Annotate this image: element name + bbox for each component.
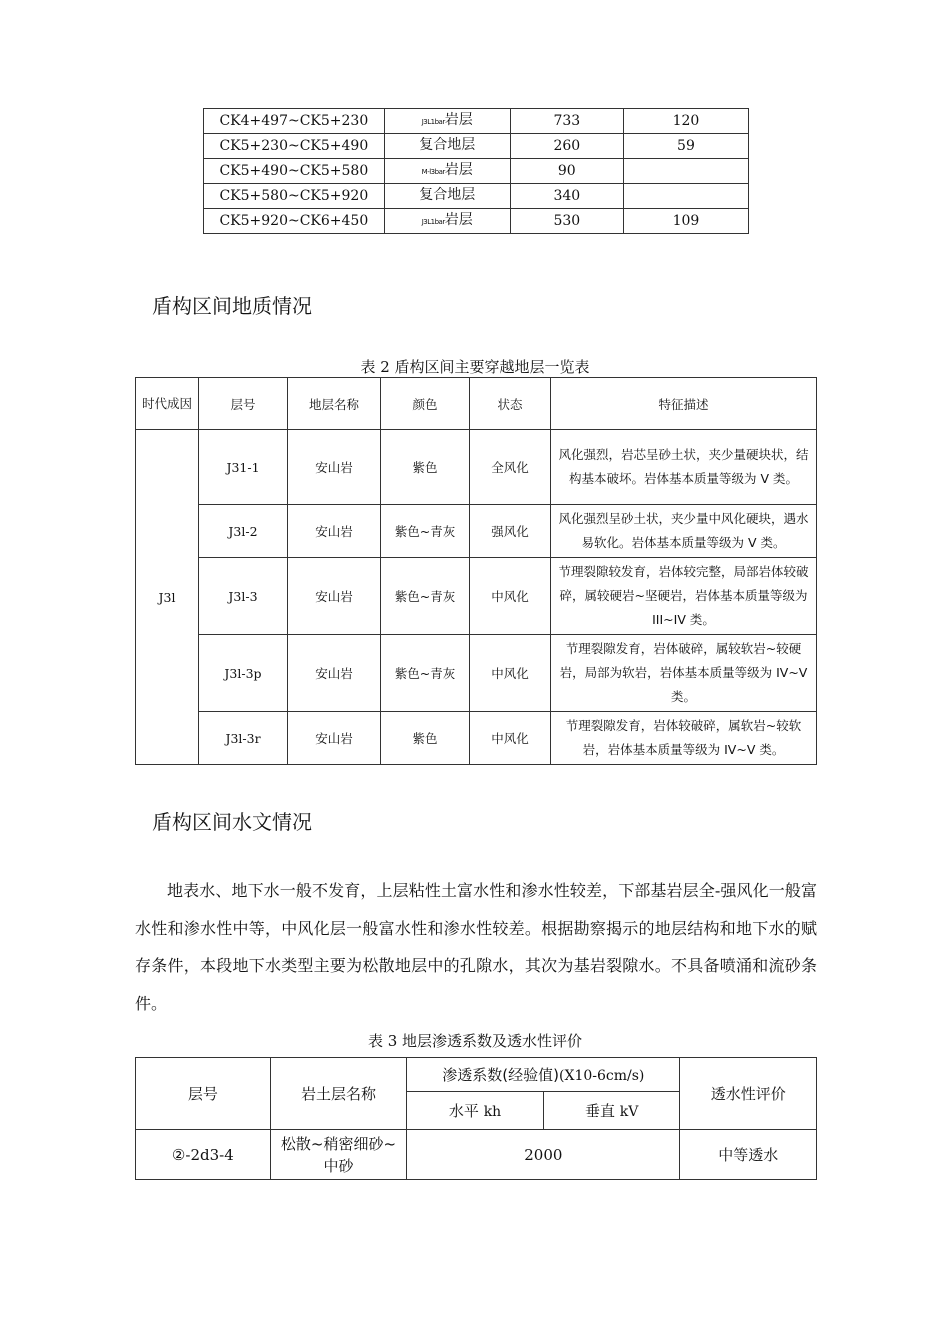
cell-color: 紫色~青灰: [381, 558, 470, 635]
cell-description: 风化强烈呈砂土状，夹少量中风化硬块，遇水易软化。岩体基本质量等级为 V 类。: [551, 505, 817, 558]
paragraph-text: 地表水、地下水一般不发育，上层粘性土富水性和渗水性较差，下部基岩层全-强风化一般富水性和渗水性中等，中风化层一般富水性和渗水性较差。根据勘察揭示的地层结构和地下水的赋存条件，本段地下水类型主要为松散地层中的孔隙水，其次为基岩裂隙水。不具备喷涌和流砂条件。: [135, 881, 817, 1013]
cell-description: 节理裂隙发育，岩体破碎，属较软岩~较硬岩，局部为软岩，岩体基本质量等级为 IV~V 类。: [551, 635, 817, 712]
layer-prefix: J3L1bar: [421, 217, 445, 226]
header-permeability-label: 渗透系数(经验值): [442, 1066, 560, 1084]
permeability-table: [135, 1057, 817, 1180]
cell-layer-code: J3l-2: [199, 505, 288, 558]
horizontal-label: 水平: [448, 1102, 479, 1120]
horizontal-symbol: kh: [483, 1104, 502, 1120]
cell-color: 紫色: [381, 430, 470, 505]
cell-era: J3l: [136, 430, 199, 765]
cell-color: 紫色: [381, 712, 470, 765]
cell-value-1: 530: [510, 209, 623, 234]
table1-row: [204, 109, 749, 134]
header-description: 特征描述: [551, 378, 817, 430]
cell-value-1: 90: [510, 159, 623, 184]
cell-range: CK4+497~CK5+230: [204, 109, 385, 134]
cell-stratum-name: 安山岩: [288, 635, 381, 712]
cell-value-1: 260: [510, 134, 623, 159]
table2-row: [136, 505, 817, 558]
header-state: 状态: [470, 378, 551, 430]
layer-name: 岩层: [444, 211, 473, 228]
cell-description: 节理裂隙较发育，岩体较完整，局部岩体较破碎，属较硬岩~坚硬岩，岩体基本质量等级为 III~IV 类。: [551, 558, 817, 635]
cell-range: CK5+580~CK5+920: [204, 184, 385, 209]
header-soil-name: 岩土层名称: [270, 1058, 407, 1130]
cell-permeability-value: 2000: [407, 1130, 680, 1180]
cell-layer-code: J3l-3r: [199, 712, 288, 765]
table3-caption: 表 3 地层渗透系数及透水性评价: [367, 1032, 583, 1050]
cell-value-2: [623, 159, 748, 184]
stratum-range-table: [203, 108, 749, 234]
table1-row: [204, 134, 749, 159]
cell-state: 中风化: [470, 635, 551, 712]
cell-evaluation: 中等透水: [680, 1130, 817, 1180]
table2-row: [136, 635, 817, 712]
geology-strata-table: [135, 377, 817, 765]
header-stratum-name: 地层名称: [288, 378, 381, 430]
table2-caption: 表 2 盾构区间主要穿越地层一览表: [360, 358, 590, 376]
cell-layer: ②-2d3-4: [136, 1130, 271, 1180]
layer-name: 复合地层: [419, 136, 476, 153]
cell-color: 紫色~青灰: [381, 635, 470, 712]
header-era: 时代成因: [136, 378, 199, 430]
header-permeability: [407, 1058, 680, 1092]
cell-stratum-name: 安山岩: [288, 558, 381, 635]
cell-range: CK5+490~CK5+580: [204, 159, 385, 184]
cell-soil-name: 松散~稍密细砂~中砂: [270, 1130, 407, 1180]
header-color: 颜色: [381, 378, 470, 430]
cell-layer-code: J3l-3: [199, 558, 288, 635]
cell-layer: [384, 134, 510, 159]
header-evaluation: 透水性评价: [680, 1058, 817, 1130]
cell-layer-code: J31-1: [199, 430, 288, 505]
cell-layer: [384, 184, 510, 209]
layer-name: 复合地层: [419, 186, 476, 203]
vertical-symbol: kV: [619, 1104, 639, 1120]
cell-value-2: 59: [623, 134, 748, 159]
table2-row: [136, 558, 817, 635]
cell-value-2: [623, 184, 748, 209]
cell-state: 中风化: [470, 712, 551, 765]
cell-range: CK5+230~CK5+490: [204, 134, 385, 159]
table2-row: [136, 430, 817, 505]
cell-value-2: 109: [623, 209, 748, 234]
table1-row: [204, 184, 749, 209]
hydrology-paragraph: [135, 872, 817, 1022]
header-layer: 层号: [136, 1058, 271, 1130]
cell-value-1: 340: [510, 184, 623, 209]
cell-stratum-name: 安山岩: [288, 712, 381, 765]
table1-row: [204, 159, 749, 184]
cell-layer: [384, 159, 510, 184]
cell-description: 节理裂隙发育，岩体较破碎，属软岩~较软岩，岩体基本质量等级为 IV~V 类。: [551, 712, 817, 765]
cell-value-2: 120: [623, 109, 748, 134]
table1-row: [204, 209, 749, 234]
cell-value-1: 733: [510, 109, 623, 134]
vertical-label: 垂直: [584, 1102, 615, 1120]
cell-layer: [384, 209, 510, 234]
header-permeability-unit: (X10-6cm/s): [559, 1068, 645, 1084]
cell-state: 中风化: [470, 558, 551, 635]
layer-name: 岩层: [444, 161, 473, 178]
layer-prefix: M-l3bar: [421, 167, 445, 176]
cell-stratum-name: 安山岩: [288, 430, 381, 505]
header-vertical: [543, 1092, 680, 1130]
header-horizontal: [407, 1092, 544, 1130]
layer-prefix: J3L1bar: [421, 117, 445, 126]
cell-range: CK5+920~CK6+450: [204, 209, 385, 234]
layer-name: 岩层: [444, 111, 473, 128]
cell-description: 风化强烈，岩芯呈砂土状，夹少量硬块状，结构基本破坏。岩体基本质量等级为 V 类。: [551, 430, 817, 505]
cell-stratum-name: 安山岩: [288, 505, 381, 558]
table2-row: [136, 712, 817, 765]
cell-layer: [384, 109, 510, 134]
cell-layer-code: J3l-3p: [199, 635, 288, 712]
cell-state: 强风化: [470, 505, 551, 558]
header-layer-code: 层号: [199, 378, 288, 430]
cell-state: 全风化: [470, 430, 551, 505]
section-heading-hydrology: 盾构区间水文情况: [152, 810, 312, 834]
section-heading-geology: 盾构区间地质情况: [152, 294, 312, 318]
cell-color: 紫色~青灰: [381, 505, 470, 558]
